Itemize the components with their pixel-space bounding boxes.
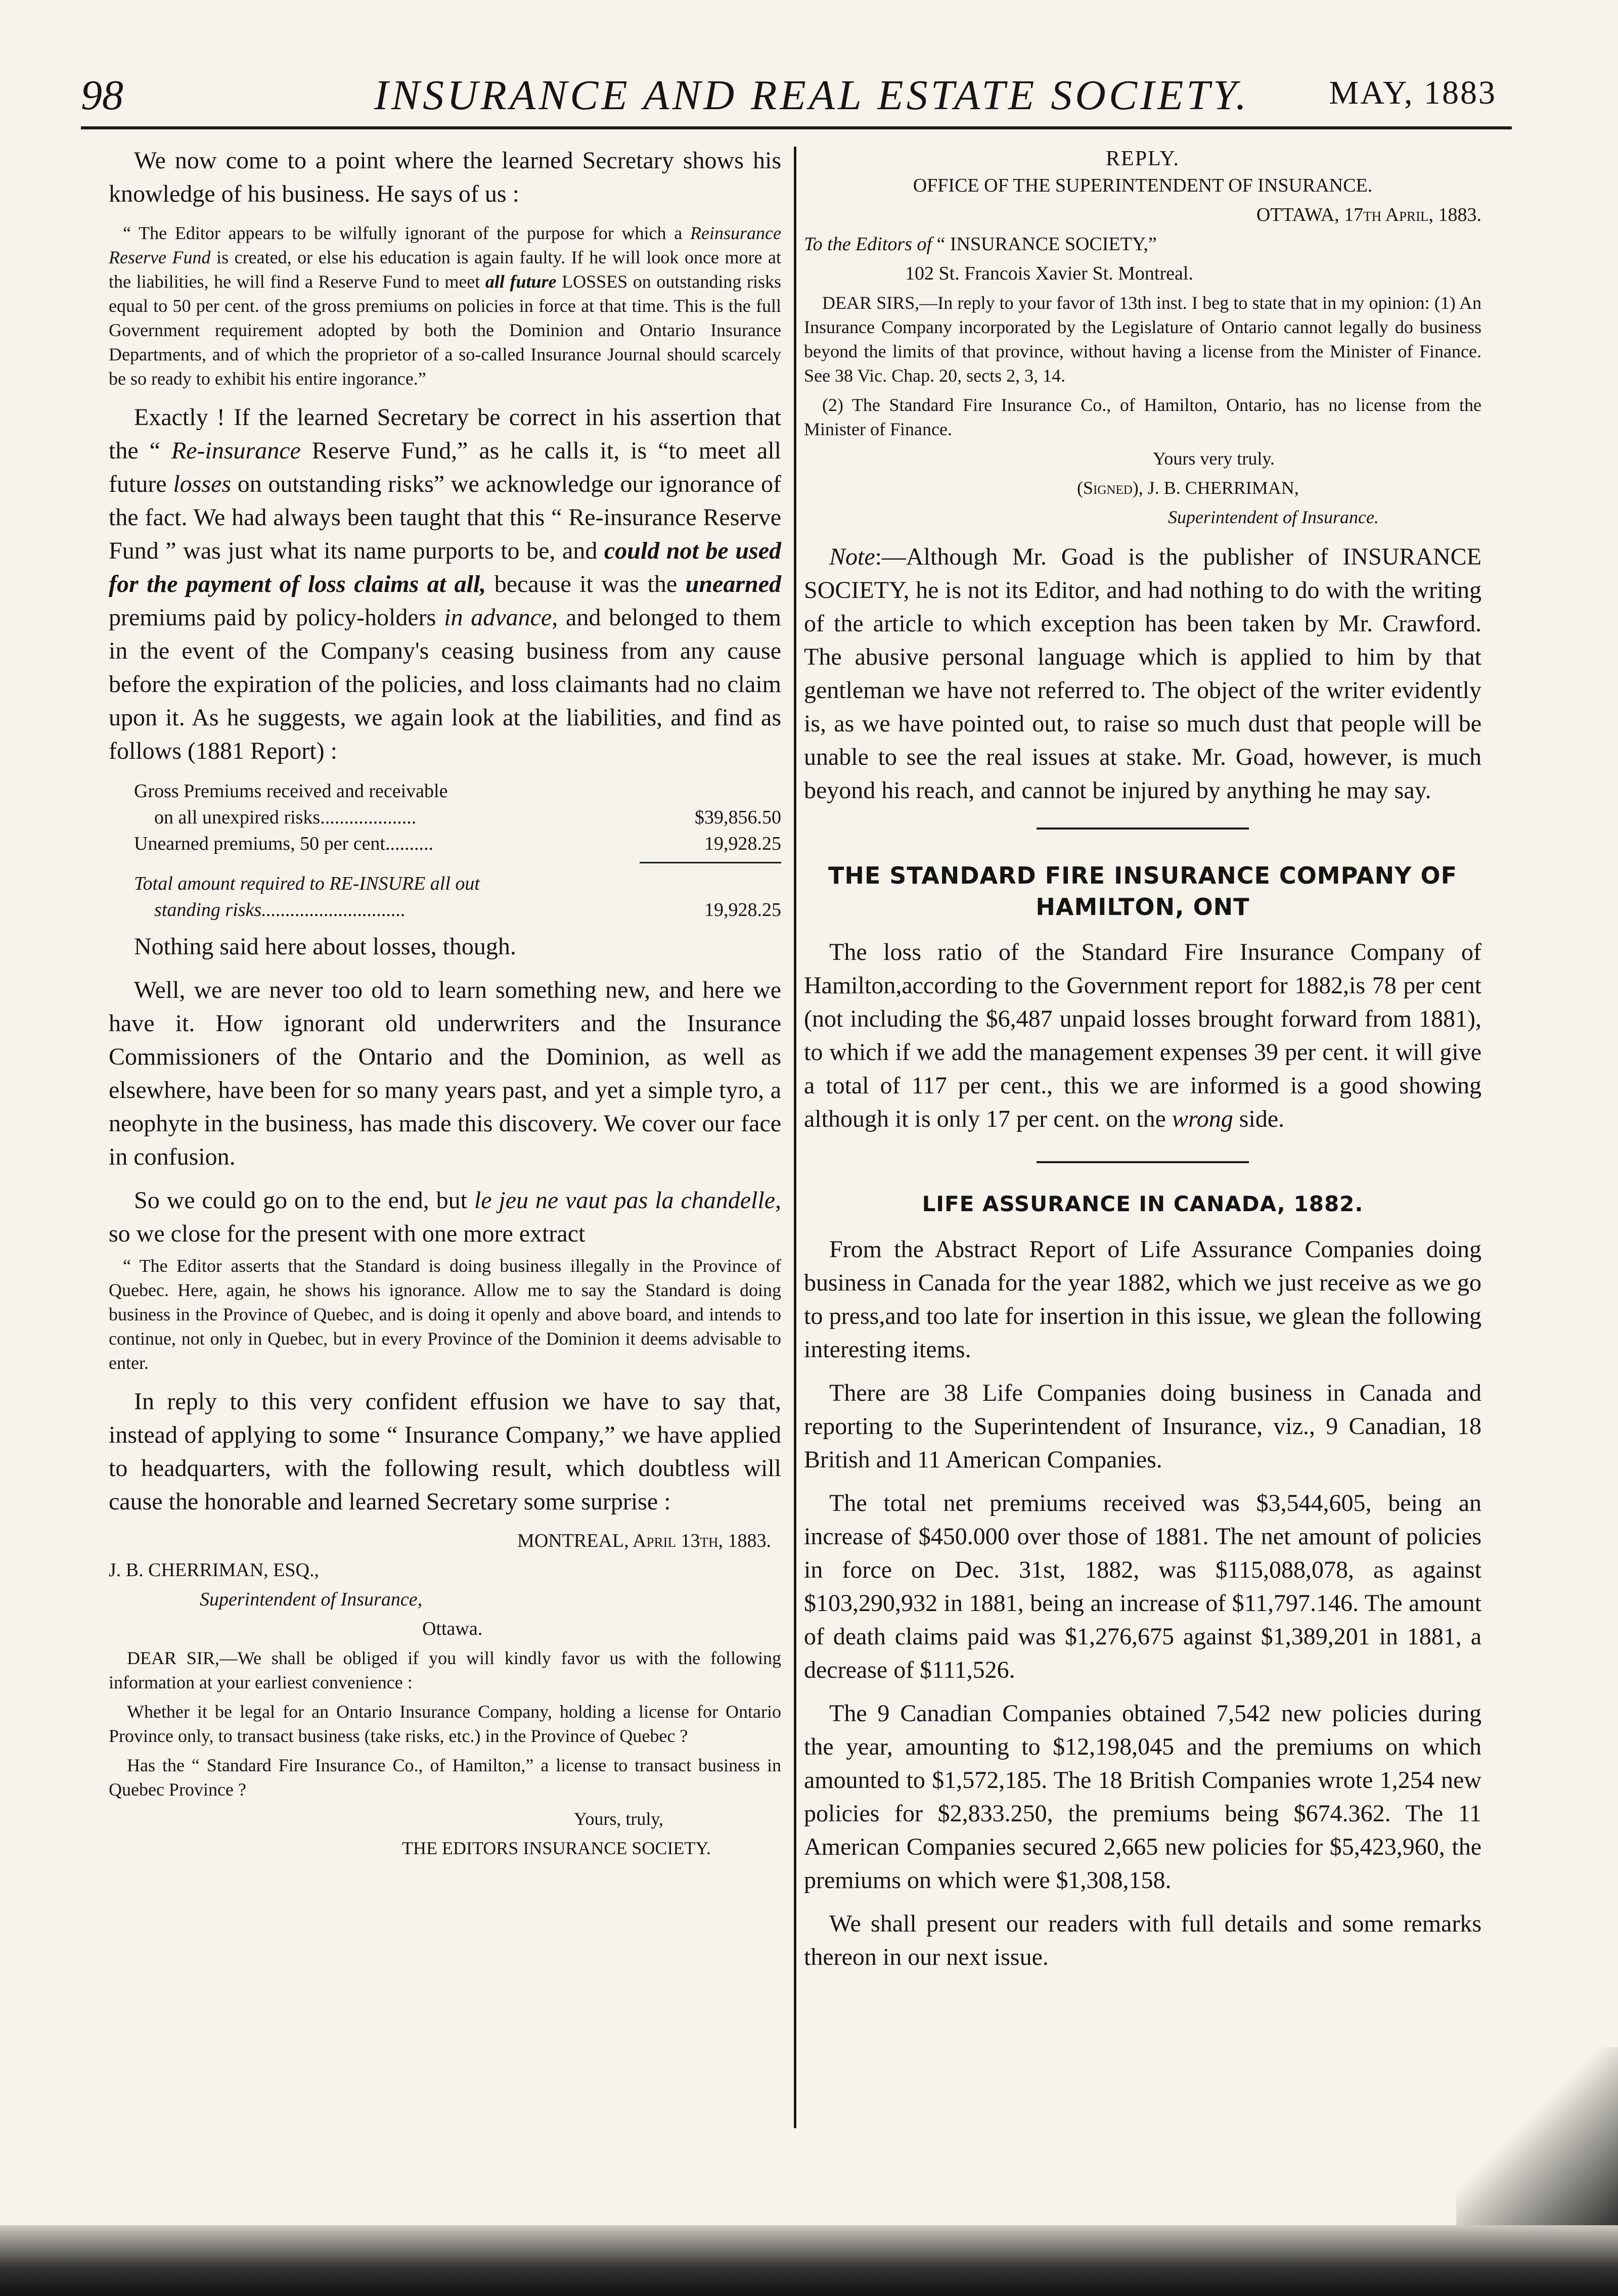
sum-rule (640, 862, 781, 863)
note-text: :—Although Mr. Goad is the publisher of INSURANCE SOCIETY, he is not its Editor, and had nothing to do with the writing of the article to which exception has been taken by Mr. Crawford. The abusive personal language which is applied to him by that gentleman we have not referred to. The object of the writer evidently is, as we have pointed out, to raise so much dust that people will be unable to see the real issues at stake. Mr. Goad, however, is much beyond his reach, and cannot be injured by anything he may say. (804, 543, 1481, 804)
reply-addressee (804, 232, 1481, 256)
reply-closing: Yours very truly. (1153, 448, 1275, 469)
emphasis: in advance, (444, 604, 558, 631)
page-curl-shadow (1456, 2047, 1618, 2239)
letter-paragraph: DEAR SIR,—We shall be obliged if you will kindly favor us with the following information at your earliest convenience : (109, 1648, 781, 1692)
quote-emphasis: all future (485, 271, 557, 292)
text-run: and belonged to them in the event of the Company's ceasing business from any cause before the expiration of the policies, and loss claimants had no claim upon it. As he suggests, we again look at the liabilities, and find as follows (1881 Report) : (109, 604, 782, 764)
figure-label: Gross Premiums received and receivable (134, 780, 448, 802)
paragraph (109, 1184, 781, 1251)
section-heading: LIFE ASSURANCE IN CANADA, 1882. (922, 1191, 1364, 1216)
figure-row (134, 804, 781, 831)
quote-text: LOSSES on outstanding risks equal to 50 per cent. of the gross premiums on policies in force at that time. This is the full Government requirement adopted by both the Dominion and Ontario Insurance Departments, and of which the proprietor of a so-called Insurance Journal should scarcely be so ready to exhibit his entire ingorance.” (109, 271, 782, 389)
text-run: so we close for the present with one more extract (109, 1220, 586, 1247)
emphasis: losses (173, 471, 231, 497)
quote-emphasis: Reinsurance Reserve Fund (109, 223, 781, 267)
figure-value: $39,856.50 (695, 807, 781, 828)
emphasis: could not be used for the payment of loss claims at all, (109, 537, 781, 598)
emphasis: Re-insurance (171, 437, 301, 464)
figure-value: 19,928.25 (704, 833, 781, 854)
figure-label: Unearned premiums, 50 per cent.......... (134, 833, 433, 854)
block-quote (109, 221, 781, 391)
letter-recipient-title: Superintendent of Insurance, (200, 1589, 423, 1610)
letter-recipient-city: Ottawa. (422, 1618, 483, 1639)
figure-row (134, 897, 781, 923)
addressee-name: “ INSURANCE SOCIETY,” (932, 234, 1157, 255)
letter-date: MONTREAL, April 13th, 1883. (517, 1530, 771, 1551)
right-column (804, 144, 1481, 1984)
figure-label: on all unexpired risks.................... (154, 807, 417, 828)
figure-label: standing risks.............................. (154, 899, 406, 921)
scan-bottom-edge (0, 2225, 1618, 2296)
page-header (81, 71, 1497, 131)
letter-to-superintendent (109, 1529, 781, 1860)
paragraph: From the Abstract Report of Life Assurance Companies doing business in Canada for the year 1882, which we just receive as we go to press,and too late for insertion in this issue, we glean the following interesting items. (804, 1236, 1481, 1363)
text-run: because it was the (486, 571, 686, 598)
paragraph: Well, we are never too old to learn something new, and here we have it. How ignorant old underwriters and the Insurance Commissioners of the Ontario and the Dominion, as well as elsewhere, have been for so many years past, and yet a simple tyro, a neophyte in the business, has made this discovery. We cover our face in confusion. (109, 977, 781, 1170)
quote-text: “ The Editor appears to be wilfully ignorant of the purpose for which a (123, 223, 691, 243)
page-number: 98 (81, 72, 123, 119)
reply-office: OFFICE OF THE SUPERINTENDENT OF INSURANCE. (913, 175, 1373, 196)
emphasis: le jeu ne vaut pas la chandelle, (474, 1187, 782, 1214)
addressee-prefix: To the Editors of (804, 234, 932, 255)
letter-paragraph: Whether it be legal for an Ontario Insurance Company, holding a license for Ontario Province only, to transact business (take risks, etc.) in the Province of Quebec ? (109, 1702, 781, 1746)
column-divider (794, 147, 796, 2128)
reply-address: 102 St. Francois Xavier St. Montreal. (905, 263, 1193, 284)
reply-date: OTTAWA, 17th April, 1883. (1256, 204, 1481, 225)
text-run: So we could go on to the end, but (134, 1187, 474, 1214)
text-run: The loss ratio of the Standard Fire Insurance Company of Hamilton,according to the Government report for 1882,is 78 per cent (not including the $6,487 unpaid losses brought forward from 1881), to which if we add the management expenses 39 per cent. it will give a total of 117 per cent., this we are informed is a good showing although it is only 17 per cent. on the (804, 939, 1481, 1132)
editors-note (804, 540, 1481, 807)
text-run: Exactly ! If the learned Secretary be correct in his assertion that the “ (109, 404, 781, 464)
reply-title: REPLY. (1106, 147, 1180, 170)
reply-signature-title: Superintendent of Insurance. (1168, 507, 1379, 527)
header-rule (81, 126, 1512, 129)
letter-signature: THE EDITORS INSURANCE SOCIETY. (402, 1838, 711, 1858)
section-separator (1037, 828, 1249, 830)
left-column (109, 144, 781, 1865)
reply-paragraph: DEAR SIRS,—In reply to your favor of 13th inst. I beg to state that in my opinion: (1) An Insurance Company incorporated by the Legislature of Ontario cannot legally do business beyond the limits of that province, without having a license from the Minister of Finance. See 38 Vic. Chap. 20, sects 2, 3, 14. (804, 293, 1481, 386)
section-separator (1037, 1161, 1249, 1163)
reply-signature: (Signed), J. B. CHERRIMAN, (1077, 478, 1299, 498)
text-run: side. (1233, 1106, 1285, 1132)
emphasis: wrong (1172, 1106, 1233, 1132)
paragraph: The 9 Canadian Companies obtained 7,542 new policies during the year, amounting to $12,198,045 and the premiums on which amounted to $1,572,185. The 18 British Companies wrote 1,254 new policies for $2,833.250, the premiums being $674.362. The 11 American Companies secured 2,665 new policies for $5,423,960, the premiums on which were $1,308,158. (804, 1700, 1481, 1894)
liabilities-figures (134, 778, 781, 923)
reply-paragraph: (2) The Standard Fire Insurance Co., of Hamilton, Ontario, has no license from the Minister of Finance. (804, 395, 1481, 439)
text-run: Reserve Fund,” as he calls it, is “to meet all future (109, 437, 781, 497)
section-heading: THE STANDARD FIRE INSURANCE COMPANY OF HAMILTON, ONT (828, 862, 1458, 921)
figure-label: Total amount required to RE-INSURE all out (134, 873, 480, 894)
text-run: premiums paid by policy-holders (109, 604, 444, 631)
reply-letter (804, 144, 1481, 529)
letter-closing: Yours, truly, (574, 1809, 664, 1829)
paragraph: The total net premiums received was $3,544,605, being an increase of $450.000 over those of 1881. The net amount of policies in force on Dec. 31st, 1882, was $115,088,078, as against $103,290,932 in 1881, being an increase of $11,797.146. The amount of death claims paid was $1,276,675 against $1,389,201 in 1881, a decrease of $111,526. (804, 1490, 1481, 1683)
block-quote: “ The Editor asserts that the Standard is doing business illegally in the Province of Quebec. Here, again, he shows his ignorance. Allow me to say the Standard is doing business in the Province of Quebec, and is doing it openly and above board, and intends to continue, not only in Quebec, but in every Province of the Dominion it deems advisable to enter. (109, 1256, 781, 1373)
paragraph: We now come to a point where the learned Secretary shows his knowledge of his business. He says of us : (109, 147, 781, 207)
quote-text: is created, or else his education is again faulty. If he will look once more at the liabilities, he will find a Reserve Fund to meet (109, 247, 782, 292)
paragraph: Nothing said here about losses, though. (134, 933, 516, 960)
figure-row (134, 831, 781, 857)
paragraph (804, 936, 1481, 1136)
issue-date: MAY, 1883 (1329, 74, 1497, 111)
figure-value: 19,928.25 (704, 899, 781, 921)
letter-paragraph: Has the “ Standard Fire Insurance Co., of Hamilton,” a license to transact business in Quebec Province ? (109, 1755, 781, 1800)
paragraph (109, 401, 781, 768)
paragraph: There are 38 Life Companies doing business in Canada and reporting to the Superintendent of Insurance, viz., 9 Canadian, 18 British and 11 American Companies. (804, 1380, 1481, 1473)
note-label: Note (829, 543, 875, 570)
emphasis: unearned (685, 571, 782, 598)
text-run: on outstanding risks” we acknowledge our ignorance of the fact. We had always been taught that this “ Re-insurance Reserve Fund ” was just what its name purports to be, and (109, 471, 781, 564)
paragraph: In reply to this very confident effusion we have to say that, instead of applying to some “ Insurance Company,” we have applied to headquarters, with the following result, which doubtless will cause the honorable and learned Secretary some surprise : (109, 1388, 781, 1515)
letter-recipient: J. B. CHERRIMAN, ESQ., (109, 1559, 319, 1581)
paragraph: We shall present our readers with full details and some remarks thereon in our next issue. (804, 1910, 1481, 1970)
publication-title: INSURANCE AND REAL ESTATE SOCIETY. (374, 72, 1249, 119)
